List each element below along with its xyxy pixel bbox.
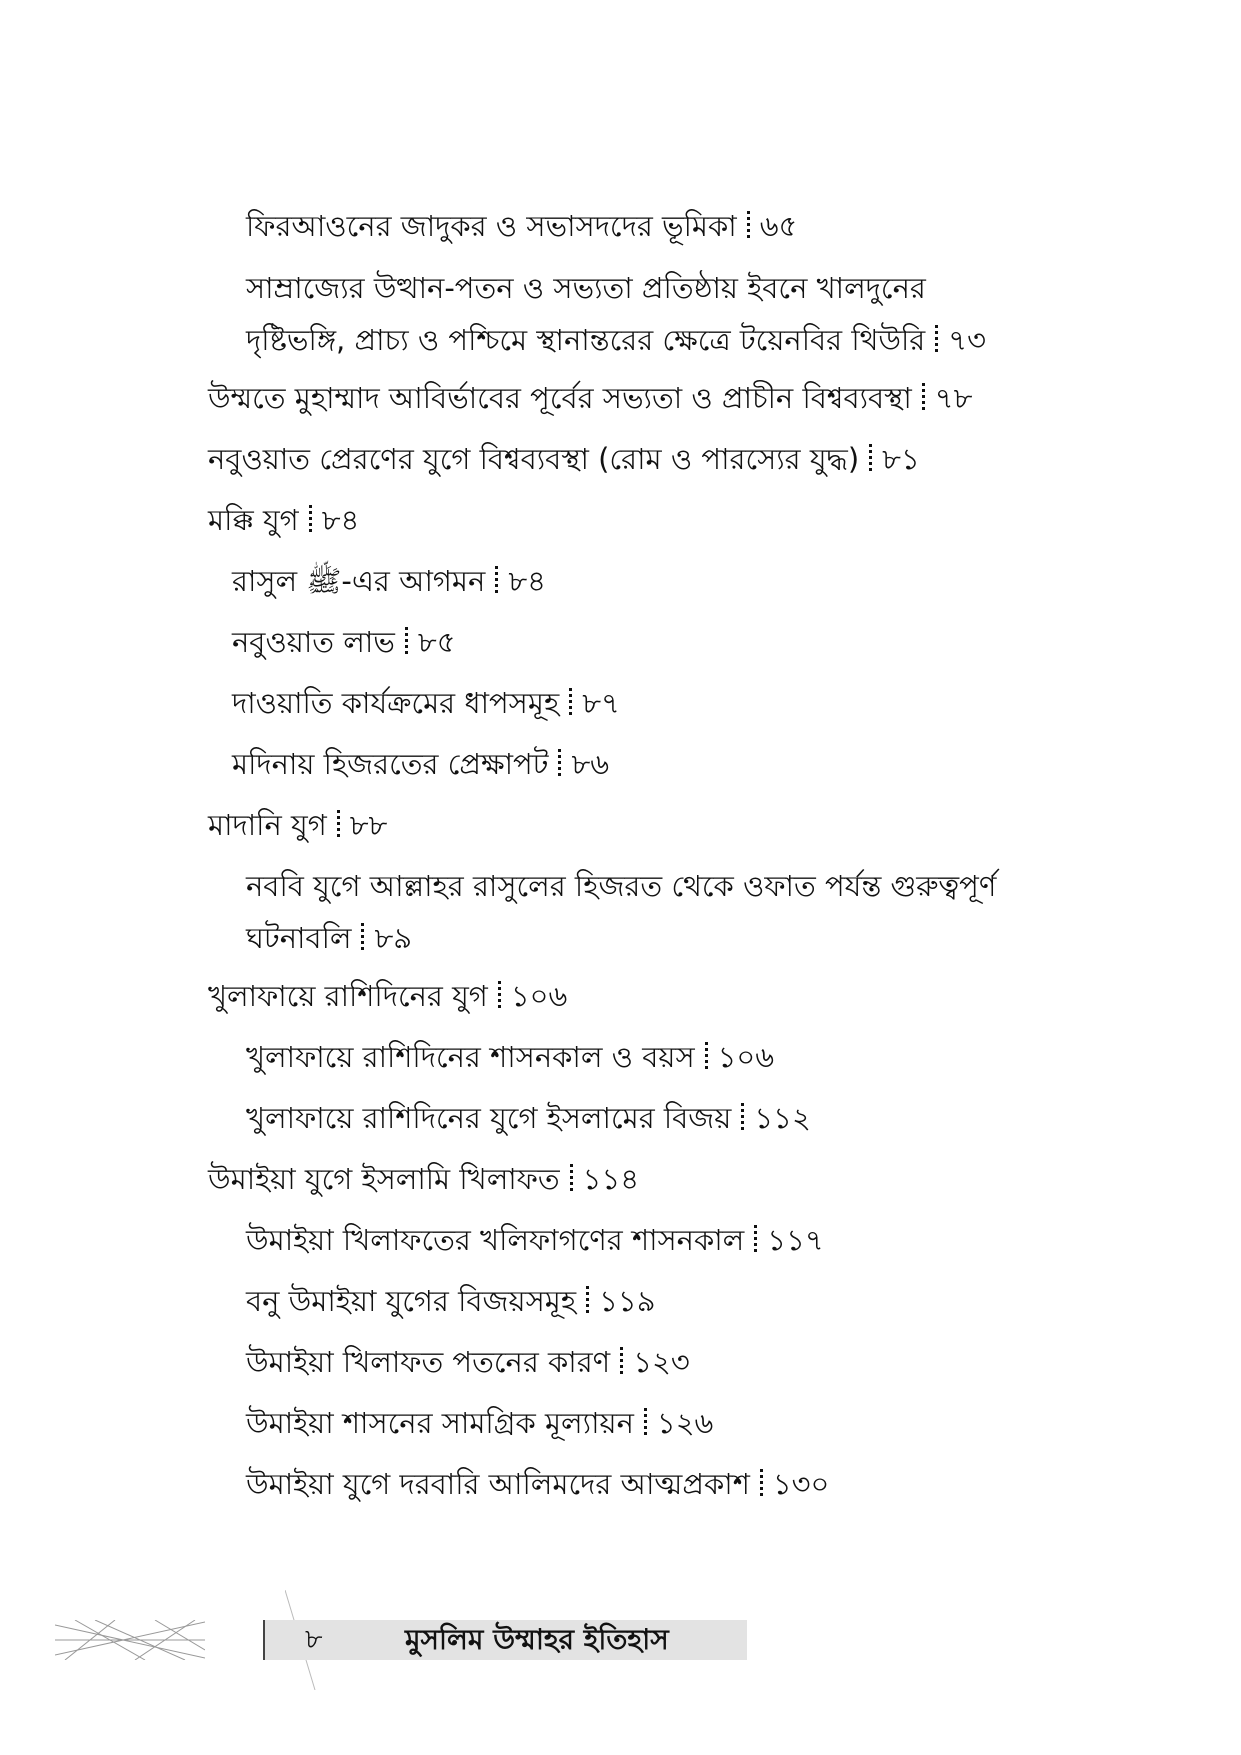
footer-divider [263, 1620, 265, 1660]
dotted-separator [620, 1347, 623, 1377]
entry-title: মক্কি যুগ [208, 503, 299, 537]
entry-title: খুলাফায়ে রাশিদিনের যুগে ইসলামের বিজয় [246, 1101, 732, 1135]
entry-title: উম্মতে মুহাম্মাদ আবির্ভাবের পূর্বের সভ্যতা ও প্রাচীন বিশ্বব্যবস্থা [208, 381, 912, 415]
entry-page: ৭৩ [948, 323, 986, 357]
toc-entry [246, 860, 1026, 964]
entry-page: ১২৩ [633, 1345, 690, 1379]
dotted-separator [498, 981, 501, 1011]
entry-title: খুলাফায়ে রাশিদিনের শাসনকাল ও বয়স [246, 1040, 695, 1074]
entry-page: ১০৬ [510, 979, 568, 1013]
dotted-separator [361, 923, 364, 953]
entry-title: মাদানি যুগ [208, 808, 327, 842]
toc-entry [246, 1275, 656, 1327]
entry-page: ৮৪ [508, 564, 546, 598]
entry-page: ৮৫ [417, 625, 456, 659]
toc-entry [232, 738, 609, 790]
entry-title: দাওয়াতি কার্যক্রমের ধাপসমূহ [232, 686, 560, 720]
entry-title: নবুওয়াত প্রেরণের যুগে বিশ্বব্যবস্থা (রোম ও পারস্যের যুদ্ধ) [208, 442, 860, 476]
toc-entry [232, 555, 546, 607]
entry-page: ১১২ [754, 1101, 811, 1135]
dotted-separator [405, 627, 408, 657]
page-footer [55, 1620, 695, 1660]
entry-page: ৮১ [882, 442, 920, 476]
dotted-separator [747, 211, 750, 241]
toc-entry [208, 799, 387, 851]
toc-entry [246, 1458, 829, 1510]
entry-page: ৮৬ [571, 747, 610, 781]
entry-page: ৬৫ [759, 209, 798, 243]
dotted-separator [337, 810, 340, 840]
dotted-separator [569, 688, 572, 718]
entry-title: রাসুল ﷺ-এর আগমন [232, 564, 486, 598]
dotted-separator [935, 325, 938, 355]
entry-page: ১০৬ [717, 1040, 775, 1074]
dotted-separator [495, 566, 498, 596]
toc-entry [208, 1153, 639, 1205]
dotted-separator [869, 444, 872, 474]
footer-pattern-icon [55, 1620, 205, 1660]
book-title: মুসলিম উম্মাহর ইতিহাস [405, 1623, 669, 1656]
dotted-separator [754, 1225, 757, 1255]
entry-page: ৭৮ [934, 381, 973, 415]
dotted-separator [586, 1286, 589, 1316]
toc-entry [246, 262, 1006, 366]
entry-title: উমাইয়া খিলাফতের খলিফাগণের শাসনকাল [246, 1223, 745, 1257]
entry-title: উমাইয়া যুগে দরবারি আলিমদের আত্মপ্রকাশ [246, 1467, 750, 1501]
entry-title: বনু উমাইয়া যুগের বিজয়সমূহ [246, 1284, 577, 1318]
toc-entry [246, 200, 797, 252]
entry-page: ১২৬ [656, 1406, 714, 1440]
entry-page: ১১৪ [582, 1162, 640, 1196]
toc-entry [232, 677, 620, 729]
entry-page: ৮৯ [374, 921, 413, 955]
toc-entry [246, 1092, 811, 1144]
toc-entry [246, 1336, 690, 1388]
entry-page: ৮৭ [582, 686, 620, 720]
entry-title: নবুওয়াত লাভ [232, 625, 395, 659]
dotted-separator [644, 1408, 647, 1438]
entry-page: ৮৪ [321, 503, 360, 537]
page-number: ৮ [305, 1624, 323, 1655]
toc-entry [246, 1031, 774, 1083]
toc-entry [208, 433, 920, 485]
entry-title: উমাইয়া শাসনের সামগ্রিক মূল্যায়ন [246, 1406, 634, 1440]
dotted-separator [760, 1469, 763, 1499]
dotted-separator [570, 1164, 573, 1194]
toc-entry [246, 1214, 824, 1266]
entry-title: মদিনায় হিজরতের প্রেক্ষাপট [232, 747, 549, 781]
entry-title: ফিরআওনের জাদুকর ও সভাসদদের ভূমিকা [246, 209, 737, 243]
dotted-separator [741, 1103, 744, 1133]
toc-entry [208, 372, 972, 424]
dotted-separator [558, 749, 561, 779]
entry-title: উমাইয়া খিলাফত পতনের কারণ [246, 1345, 611, 1379]
entry-page: ৮৮ [349, 808, 388, 842]
dotted-separator [705, 1042, 708, 1072]
dotted-separator [309, 505, 312, 535]
entry-title: সাম্রাজ্যের উত্থান-পতন ও সভ্যতা প্রতিষ্ঠায় ইবনে খালদুনের দৃষ্টিভঙ্গি, প্রাচ্য ও পশ্চিমে স্থানান্তরের ক্ষেত্রে টয়েনবির থিউরি [246, 271, 926, 357]
toc-entry [208, 494, 359, 546]
toc-entry [246, 1397, 713, 1449]
dotted-separator [922, 383, 925, 413]
toc-entry [232, 616, 456, 668]
entry-title: উমাইয়া যুগে ইসলামি খিলাফত [208, 1162, 560, 1196]
entry-page: ১১৭ [767, 1223, 824, 1257]
entry-title: খুলাফায়ে রাশিদিনের যুগ [208, 979, 488, 1013]
entry-title: নববি যুগে আল্লাহর রাসুলের হিজরত থেকে ওফাত পর্যন্ত গুরুত্বপূর্ণ ঘটনাবলি [246, 869, 997, 955]
entry-page: ১৩০ [772, 1467, 830, 1501]
toc-entry [208, 970, 567, 1022]
entry-page: ১১৯ [599, 1284, 656, 1318]
